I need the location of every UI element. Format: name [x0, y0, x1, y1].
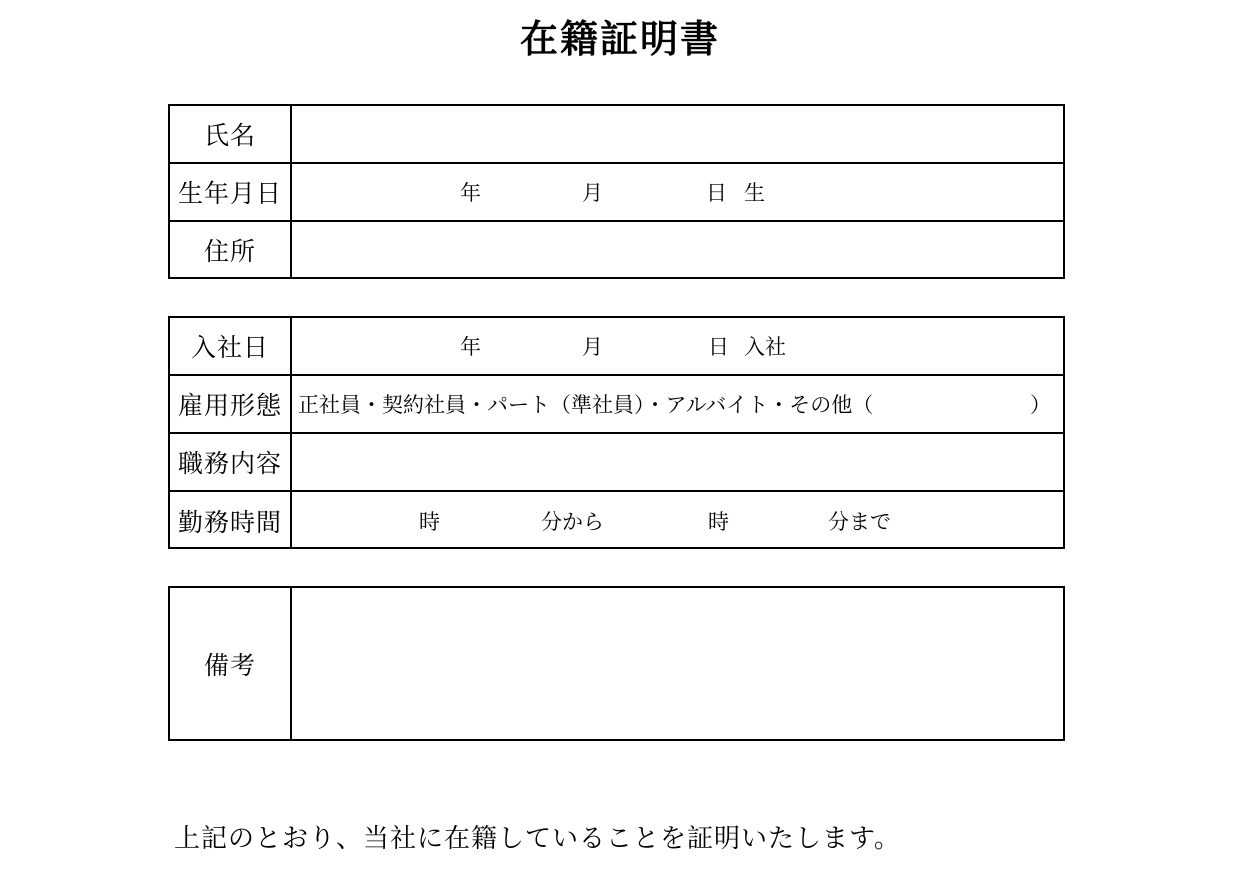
address-label: 住所: [170, 222, 292, 277]
certification-statement: 上記のとおり、当社に在籍していることを証明いたします。: [174, 824, 901, 854]
birthdate-row: [170, 164, 1063, 222]
join-suffix: 入社: [744, 335, 786, 359]
birth-day-unit: 日: [706, 181, 727, 205]
join-day-unit: 日: [708, 335, 729, 359]
employment-type-field[interactable]: [292, 376, 1063, 432]
personal-info-table: [168, 104, 1065, 279]
employment-type-label: 雇用形態: [170, 376, 292, 432]
join-month-unit: 月: [582, 335, 603, 359]
employment-type-row: [170, 376, 1063, 434]
employment-type-options: 正社員・契約社員・パート（準社員）・アルバイト・その他（: [298, 393, 874, 417]
name-label: 氏名: [170, 106, 292, 162]
duty-row: [170, 434, 1063, 492]
address-field[interactable]: [292, 222, 1063, 277]
end-minute-unit: 分まで: [828, 509, 891, 534]
remarks-field[interactable]: [292, 588, 1063, 739]
working-hours-row: [170, 492, 1063, 549]
birth-month-unit: 月: [582, 181, 603, 205]
birthdate-label: 生年月日: [170, 164, 292, 220]
birth-year-unit: 年: [460, 181, 481, 205]
start-hour-unit: 時: [419, 509, 440, 534]
name-field[interactable]: [292, 106, 1063, 162]
join-date-field[interactable]: [292, 318, 1063, 374]
join-year-unit: 年: [460, 335, 481, 359]
join-date-row: [170, 318, 1063, 376]
remarks-table: [168, 586, 1065, 741]
employment-type-close-paren: ）: [1030, 393, 1051, 417]
document-title: 在籍証明書: [519, 17, 720, 61]
remarks-row: [170, 588, 1063, 739]
end-hour-unit: 時: [708, 509, 729, 534]
birth-suffix: 生: [744, 181, 765, 205]
birthdate-field[interactable]: [292, 164, 1063, 220]
working-hours-field[interactable]: [292, 492, 1063, 549]
duty-label: 職務内容: [170, 434, 292, 490]
working-hours-label: 勤務時間: [170, 492, 292, 549]
remarks-label: 備考: [170, 588, 292, 739]
name-row: [170, 106, 1063, 164]
start-minute-unit: 分から: [541, 509, 604, 534]
address-row: [170, 222, 1063, 277]
join-date-label: 入社日: [170, 318, 292, 374]
employment-info-table: [168, 316, 1065, 549]
duty-field[interactable]: [292, 434, 1063, 490]
